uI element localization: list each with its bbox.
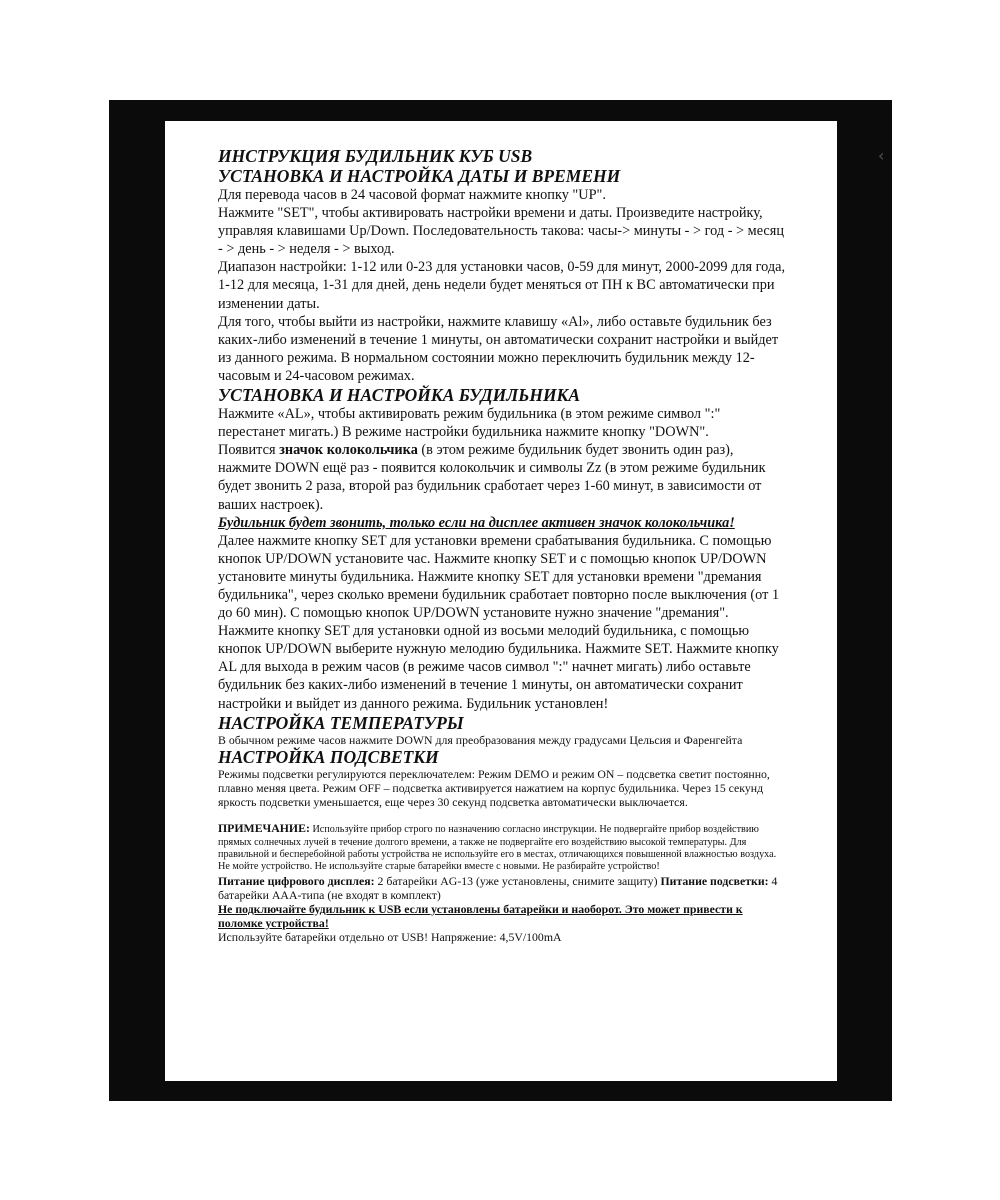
alarm-paragraph-2 (218, 441, 788, 513)
datetime-paragraph-3: Диапазон настройки: 1-12 или 0-23 для установки часов, 0-59 для минут, 2000-2099 для года, 1-12 для месяца, 1-31 для дней, день недели будет меняться от ПН к ВС автоматически при изменении даты. (218, 259, 786, 312)
datetime-paragraph-2: Нажмите "SET", чтобы активировать настройки времени и даты. Произведите настройку, управляя клавишами Up/Down. Последовательность такова: часы-> минуты - > год - > месяц - > день - > неделя - > выход. (218, 205, 784, 258)
section-heading-temperature: НАСТРОЙКА ТЕМПЕРАТУРЫ (218, 712, 464, 733)
note-label: ПРИМЕЧАНИЕ: (218, 821, 310, 836)
section-heading-backlight: НАСТРОЙКА ПОДСВЕТКИ (218, 746, 439, 767)
note-paragraph (218, 821, 788, 873)
backlight-paragraph: Режимы подсветки регулируются переключателем: Режим DEMO и режим ON – подсветка светит постоянно, плавно меняя цвета. Режим OFF – подсветка активируется нажатием на корпус будильника. Через 15 секунд яркость подсветки уменьшается, еще через 30 секунд подсветка автоматически выключается. (218, 766, 770, 810)
alarm-paragraph-3: Далее нажмите кнопку SET для установки времени срабатывания будильника. С помощью кнопок UP/DOWN установите час. Нажмите кнопку SET и с помощью кнопок UP/DOWN установите минуты будильника. Нажмите кнопку SET для установки времени "дремания будильника", через сколько времени будильник сработает повторно после выключения (от 1 до 60 мин). С помощью кнопок UP/DOWN установите нужно значение "дремания". Нажмите кнопку SET для установки одной из восьми мелодий будильника, с помощью кнопок UP/DOWN выберите нужную мелодию будильника. Нажмите SET. Нажмите кнопку AL для выхода в режим часов (в режиме часов символ ":" начнет мигать) либо оставьте будильник без каких-либо изменений в течение 1 минуты, он автоматически сохранит настройки и выйдет из данного режима. Будильник установлен! (218, 532, 780, 712)
section-heading-datetime: УСТАНОВКА И НАСТРОЙКА ДАТЫ И ВРЕМЕНИ (218, 166, 621, 186)
alarm-paragraph-1: Нажмите «AL», чтобы активировать режим будильника (в этом режиме символ ":" перестанет мигать.) В режиме настройки будильника нажмите кнопку "DOWN". (218, 406, 721, 441)
power-backlight-value: 4 батарейки AAA-типа (не входят в комплект) (218, 873, 778, 902)
datetime-paragraph-4: Для того, чтобы выйти из настройки, нажмите клавишу «Al», либо оставьте будильник без каких-либо изменений в течение 1 минуты, он автоматически сохранит настройки и выйдет из данного режима. В нормальном состоянии можно переключить будильник между 12-часовым и 24-часовом режимах. (218, 313, 779, 384)
temperature-paragraph: В обычном режиме часов нажмите DOWN для преобразования между градусами Цельсия и Фаренгейта (218, 732, 743, 747)
usb-final-note: Используйте батарейки отдельно от USB! Напряжение: 4,5V/100mA (218, 930, 562, 945)
alarm-warning: Будильник будет звонить, только если на дисплее активен значок колокольчика! (218, 514, 735, 531)
document-title: ИНСТРУКЦИЯ БУДИЛЬНИК КУБ USB (218, 146, 533, 166)
usb-warning: Не подключайте будильник к USB если установлены батарейки и наоборот. Это может привести к поломке устройства! (218, 902, 743, 931)
note-text: Используйте прибор строго по назначению согласно инструкции. Не подвергайте прибор воздействию прямых солнечных лучей в течение долгого времени, а также не подвергайте его воздействию высокой температуры. Для правильной и бесперебойной работы устройства не используйте его в местах, отличающихся повышенной влажностью воздуха. Не мойте устройство. Не используйте старые батарейки вместе с новыми. Не разбирайте устройство! (218, 824, 777, 873)
chevron-left-icon[interactable]: ‹ (878, 146, 885, 165)
power-backlight-label: Питание подсветки: (660, 873, 769, 888)
power-display-label: Питание цифрового дисплея: (218, 873, 375, 888)
power-paragraph (218, 874, 788, 902)
bell-icon-mention: значок колокольчика (279, 442, 418, 459)
power-display-value: 2 батарейки AG-13 (уже установлены, снимите защиту) (374, 873, 661, 888)
alarm-p2-before: Появится (218, 442, 280, 459)
section-heading-alarm: УСТАНОВКА И НАСТРОЙКА БУДИЛЬНИКА (218, 385, 581, 406)
alarm-p2-after: (в этом режиме будильник будет звонить один раз), нажмите DOWN ещё раз - появится колокольчик и символы Zz (в этом режиме будильник будет звонить 2 раза, второй раз будильник сработает через 1-60 минут, в зависимости от ваших настроек). (218, 442, 766, 513)
datetime-paragraph-1: Для перевода часов в 24 часовой формат нажмите кнопку "UP". (218, 187, 606, 203)
document-content (218, 146, 788, 945)
